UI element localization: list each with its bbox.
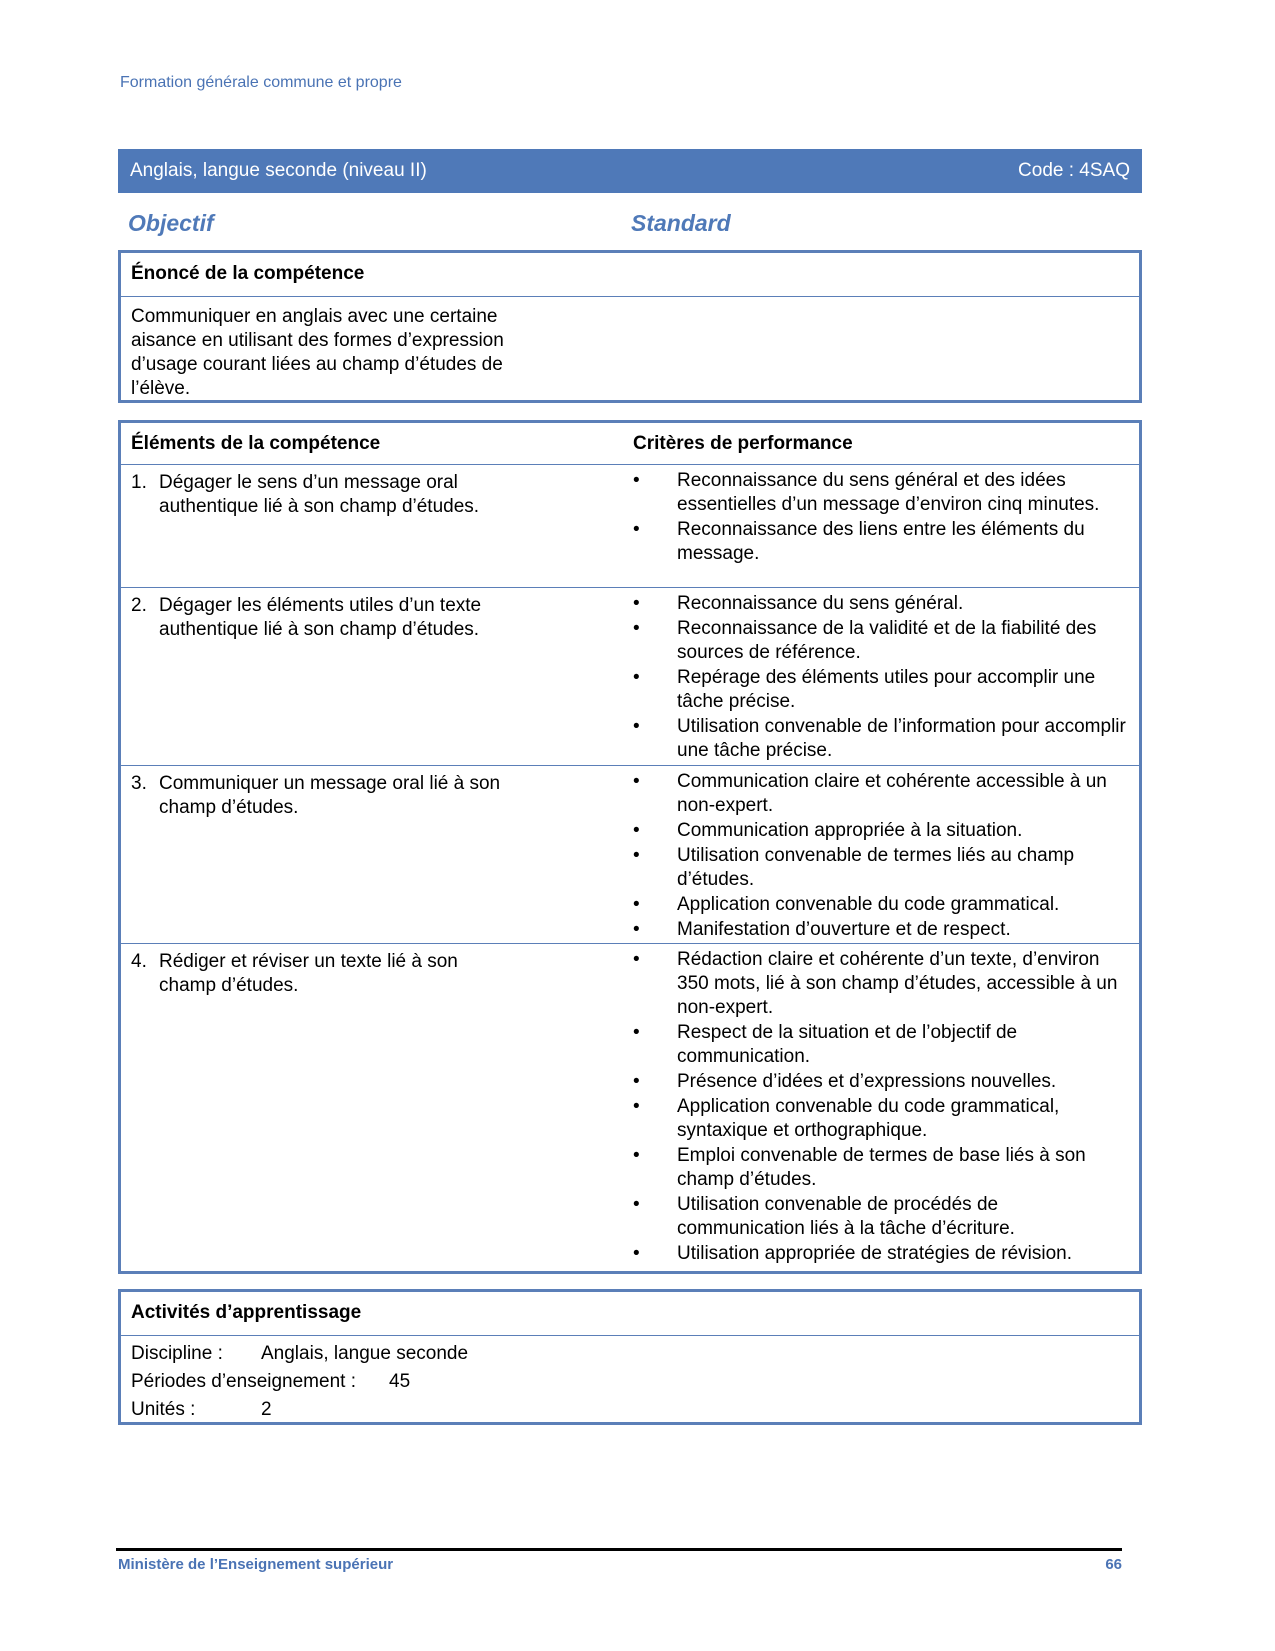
footer-rule: [116, 1548, 1122, 1551]
course-code: Code : 4SAQ: [1018, 160, 1130, 181]
footer: [118, 1556, 1122, 1573]
periodes-label: Périodes d’enseignement :: [131, 1371, 356, 1392]
criterion-text: Communication appropriée à la situation.: [677, 820, 1023, 841]
element-number: 4.: [131, 951, 147, 972]
bullet-icon: •: [633, 1145, 640, 1166]
criterion-item: [633, 518, 1131, 566]
enonce-box: [118, 250, 1142, 403]
bullet-icon: •: [633, 1243, 640, 1264]
criterion-text: Utilisation convenable de termes liés au champ d’études.: [677, 845, 1075, 890]
discipline-value: Anglais, langue seconde: [261, 1343, 469, 1364]
bullet-icon: •: [633, 667, 640, 688]
competence-row: [121, 766, 1139, 944]
criterion-item: [633, 844, 1131, 892]
criterion-text: Application convenable du code grammatical, syntaxique et orthographique.: [677, 1096, 1060, 1141]
unites-line: [121, 1396, 1139, 1424]
unites-value: 2: [261, 1399, 272, 1420]
criterion-item: [633, 1021, 1131, 1069]
grid-rows: [121, 465, 1139, 1274]
competence-row: [121, 588, 1139, 766]
criterion-item: [633, 1242, 1131, 1266]
objectif-heading: Objectif: [128, 210, 214, 236]
bullet-icon: •: [633, 1096, 640, 1117]
criterion-text: Emploi convenable de termes de base liés à son champ d’études.: [677, 1145, 1086, 1190]
criteria-cell: [633, 944, 1139, 1274]
criterion-text: Reconnaissance du sens général et des idées essentielles d’un message d’environ cinq minutes.: [677, 470, 1100, 515]
criterion-item: [633, 715, 1131, 763]
enonce-label: Énoncé de la compétence: [121, 253, 1139, 297]
footer-page-number: 66: [1105, 1556, 1122, 1573]
criterion-item: [633, 666, 1131, 714]
element-number: 2.: [131, 595, 147, 616]
criterion-text: Rédaction claire et cohérente d’un texte, d’environ 350 mots, lié à son champ d’études, accessible à un non-expert.: [677, 949, 1118, 1018]
element-text: Rédiger et réviser un texte lié à son champ d’études.: [159, 951, 458, 996]
element-text: Communiquer un message oral lié à son champ d’études.: [159, 773, 501, 818]
criterion-item: [633, 948, 1131, 1020]
bullet-icon: •: [633, 716, 640, 737]
bullet-icon: •: [633, 771, 640, 792]
element-cell: [121, 465, 633, 587]
discipline-line: [121, 1340, 1139, 1368]
criterion-item: [633, 1193, 1131, 1241]
bullet-icon: •: [633, 1071, 640, 1092]
criterion-text: Utilisation convenable de l’information pour accomplir une tâche précise.: [677, 716, 1126, 761]
criterion-text: Repérage des éléments utiles pour accomplir une tâche précise.: [677, 667, 1096, 712]
criterion-item: [633, 1095, 1131, 1143]
periodes-value: 45: [389, 1371, 411, 1392]
criterion-text: Reconnaissance des liens entre les éléments du message.: [677, 519, 1085, 564]
criteria-cell: [633, 766, 1139, 943]
criterion-item: [633, 770, 1131, 818]
element-text: Dégager les éléments utiles d’un texte authentique lié à son champ d’études.: [159, 595, 482, 640]
criterion-text: Communication claire et cohérente accessible à un non-expert.: [677, 771, 1107, 816]
criterion-text: Reconnaissance de la validité et de la fiabilité des sources de référence.: [677, 618, 1097, 663]
criterion-item: [633, 592, 1131, 616]
col-criteres-header: Critères de performance: [633, 433, 853, 454]
col-elements-header: Éléments de la compétence: [131, 433, 381, 454]
header-caption: Formation générale commune et propre: [120, 74, 402, 91]
course-title-bar: [118, 149, 1142, 193]
element-cell: [121, 588, 633, 765]
bullet-icon: •: [633, 593, 640, 614]
criterion-item: [633, 1070, 1131, 1094]
footer-ministry: Ministère de l’Enseignement supérieur: [118, 1556, 394, 1573]
element-cell: [121, 766, 633, 943]
criterion-text: Utilisation convenable de procédés de communication liés à la tâche d’écriture.: [677, 1194, 1015, 1239]
course-title: Anglais, langue seconde (niveau II): [130, 160, 427, 181]
activites-box: [118, 1289, 1142, 1425]
unites-label: Unités :: [131, 1399, 196, 1420]
bullet-icon: •: [633, 949, 640, 970]
criterion-text: Application convenable du code grammatical.: [677, 894, 1060, 915]
competence-row: [121, 944, 1139, 1274]
bullet-icon: •: [633, 894, 640, 915]
bullet-icon: •: [633, 845, 640, 866]
element-text: Dégager le sens d’un message oral authentique lié à son champ d’études.: [159, 472, 480, 517]
element-number: 3.: [131, 773, 147, 794]
criterion-text: Reconnaissance du sens général.: [677, 593, 964, 614]
bullet-icon: •: [633, 1194, 640, 1215]
criterion-item: [633, 918, 1131, 942]
grid-header: [121, 423, 1139, 465]
bullet-icon: •: [633, 618, 640, 639]
bullet-icon: •: [633, 519, 640, 540]
standard-heading: Standard: [631, 210, 731, 236]
enonce-text: Communiquer en anglais avec une certaine aisance en utilisant des formes d’expression d’usage courant liées au champ d’études de l’élève.: [131, 306, 504, 399]
criterion-text: Respect de la situation et de l’objectif de communication.: [677, 1022, 1018, 1067]
criterion-item: [633, 617, 1131, 665]
activites-label: Activités d’apprentissage: [121, 1292, 1139, 1336]
criteria-cell: [633, 465, 1139, 587]
element-cell: [121, 944, 633, 1274]
criteria-cell: [633, 588, 1139, 765]
criterion-text: Manifestation d’ouverture et de respect.: [677, 919, 1011, 940]
criterion-item: [633, 469, 1131, 517]
competence-grid: [118, 420, 1142, 1274]
criterion-text: Présence d’idées et d’expressions nouvelles.: [677, 1071, 1057, 1092]
discipline-label: Discipline :: [131, 1343, 223, 1364]
bullet-icon: •: [633, 919, 640, 940]
competence-row: [121, 465, 1139, 588]
criterion-item: [633, 819, 1131, 843]
bullet-icon: •: [633, 820, 640, 841]
bullet-icon: •: [633, 1022, 640, 1043]
periodes-line: [121, 1368, 1139, 1396]
criterion-item: [633, 1144, 1131, 1192]
bullet-icon: •: [633, 470, 640, 491]
element-number: 1.: [131, 472, 147, 493]
criterion-item: [633, 893, 1131, 917]
criterion-text: Utilisation appropriée de stratégies de révision.: [677, 1243, 1072, 1264]
